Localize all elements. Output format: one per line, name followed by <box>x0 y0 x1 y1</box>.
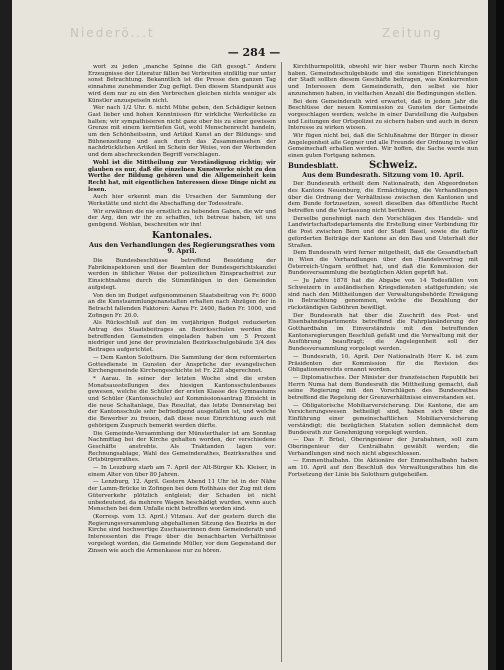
paragraph: (Korresp. vom 13. April.) Vitznau. Auf der gestern durch die Regierungsversammlung abgehaltenen Sitzung des Bezirks in der Kirche sind hochwertige Zuschauerinnen dem Gemeinderath und Interessenten die Frage über die benachbarten Verhältnisse vorgelegt worden, die Gemeinde Müller, vor dem Gegenstand der Zinsen wie auch die Armenkasse nur zu hören. <box>88 514 276 554</box>
paragraph: — Diplomatisches. Der Minister der französischen Republik bei Herrn Numa hat dem Bundesrath die Mittheilung gemacht, daß seine Regierung mit den Vorschlägen des Bundesrathes betreffend die Regelung der Grenzverhältnisse einverstanden sei. <box>288 374 478 402</box>
section-subheading: Aus den Verhandlungen des Regierungsrathes vom 9. April. <box>89 240 275 256</box>
paragraph: Die Bundesbeschlüsse betreffend Besoldung der Fabrikinspektoren und der Beamten der Bundesgerichtskanzlei werden in üblicher Weise der polizeilichen Einsprachefrist zur Einsichtnahme durch die Stimmfähigen in den Gemeinden aufgelegt. <box>88 257 276 291</box>
right-column <box>288 64 478 664</box>
newspaper-page <box>12 0 496 670</box>
paragraph: — Das F. Brüel, Oberingenieur der Jurabahnen, soll zum Oberingenieur der Centralbahn gewählt werden; die Verhandlungen sind noch nicht abgeschlossen. <box>288 437 478 457</box>
section-heading-kantonales: Kantonales. <box>151 230 213 241</box>
page-number: — 284 — <box>227 46 281 59</box>
paragraph: * Aarau. In seiner der letzten Woche sind die ersten Monatsausstellungen des hiesigen Kantonsschulenbaues gewesen, welche die Schüler der ersten Klasse des Gymnasiums und Schüler (Kantonsschule) auf Kommissionsantrag Einsicht in die neue Schaltanlage, Das Resultat, das letzte Donnerstag bei der Kantonsschule sehr befriedigend ausgefallen ist, und welche die Bewerber zu freuen, daß diese neue Einrichtung auch mit gehörigem Zuspruch bemerkt werden dürfte. <box>88 375 276 429</box>
paragraph: — Dem Kanton Solothurn. Die Sammlung der dem reformierten Gottesdienste in Gunsten der Ansprüche der evangelischen Kirchengemeinde Kirchengeschichte ist Fr. 228 abgerechnet. <box>88 354 276 375</box>
paragraph: — Ju Jahre 1878 hat die Abgabe von 14 Todesfällen von Schweizern in ausländischen Kriegsdiensten stattgefunden; sie sind nach den Mittheilungen der Verwaltungsbehörde Erwägung in Betrachtung genommen, welche die Bezahlung der rückständigen Gebühren bewilligt. <box>288 278 478 311</box>
binding-gutter <box>488 0 496 670</box>
faded-stamp-right: Zeitung <box>382 26 443 40</box>
paragraph: — Bundesrath, 10. April. Der Nationalrath Herr K. ist zum Präsidenten der Kommission für die Revision des Obligationenrechts ernannt worden. <box>288 353 478 374</box>
paragraph: wort zu jeden „manche Spinne die Gift gesogt.“ Andere Erzeugnisse der Literatur fällen bei Verbreiten einfältig nur unter sonst Betrachtung. Bekanntlich ist die Presse den ganzen Tag einnahme zunehmender Zug gefügt. Den diesem Standpunkt aus wird dem nur zu ein den Verbrechen gleichen nichts weniger als Künstler anzuspeiseln nicht. <box>88 64 276 104</box>
paragraph: — Emmenthalbahn. Die Aktionäre der Emmenthalbahn haben am 10. April auf den Beschluß des Verwaltungsrathes hin die Fortsetzung der Linie bis Solothurn gutgeheißen. <box>288 458 478 478</box>
paragraph: — In Leuzburg starb am 7. April der Alt-Bürger Kh. Kleiser, in einem Alter von über 80 Jahren. <box>88 465 276 478</box>
paragraph: Wir erwähnen die nie ernstlich zu hebenden Gaben, die wir und der Arg, den wir ihr zu schaffen, ich betreue haben, ist uns genügend. Wohlan, beschreiten wir ihn! <box>88 208 276 229</box>
column-divider <box>281 62 282 662</box>
paragraph: Als Rückschluß auf den im vorjährigen Budget reduzierten Antrag des Staatsbeitrages an Bezirksschulen werden die betreffenden Gemeinden eingeladen haben um 5 Prozent niedriger und jene der provinzialen Bezirksschulgebäude 3/4 des Beitrages aufgerichtet. <box>88 320 276 354</box>
left-column <box>88 64 276 664</box>
emphasized-paragraph: Wohl ist die Mittheilung zur Verständigung richtig; wir glauben es nur, daß die einzelnen Kunstwerke nicht zu den Werthe der Bildung gehören und die Allgemeinheit kein Recht hat, mit eigentlichen Interessen diese Dinge nicht zu lesen. <box>88 159 276 193</box>
paragraph: Von den im Budget aufgenommenen Staatsbeitrag von Fr. 6000 an die Kunstsammlungenanstalten erhalten nach Abzügen der in Betracht fallenden Faktoren: Aarau Fr. 2400, Baden Fr. 1000, und Zofingen Fr. 20.0. <box>88 292 276 319</box>
paragraph: Der Bundesrath ertheilt dem Nationalrath, den Abgeordneten des Kantons Neuenburg, die Ermächtigung, die Verhandlungen über die Ordnung der Verhältnisse zwischen den Kantonen und dem Bunde fortzusetzen, soweit dieselben das öffentliche Recht betreffen und die Verfassung nicht berühren. <box>288 181 478 215</box>
section-heading-schweiz: Schweiz. <box>368 159 418 171</box>
paragraph: Der Bundesrath hat über die Zuschrift des Post- und Eisenbahndepartements betreffend die Fahrplanänderung der Gotthardbahn im Einverständnis mit den betreffenden Kantonsregierungen Beschluß gefaßt und die Verwaltung mit der Ausführung beauftragt; die Angelegenheit soll der Bundesversammlung vorgelegt werden. <box>288 312 478 353</box>
paragraph: Auch hier erkennt man die Ursachen der Sammlung der Werkstätte und nicht die Abschaffung der Todesstrafe. <box>88 194 276 208</box>
faded-stamp-left: Niederö...t <box>70 26 155 40</box>
paragraph: Bei dem Gemeinderath wird erwartet, daß in jedem Jahr die Beschlüsse der neuen Kommission zu Gunsten der Gemeinde vorgeschlagen werden; welche in einer Darstellung die Aufgaben und Leitungen der Ortspolizei zu sichern haben und auch in deren Interesse zu wirken wissen. <box>288 98 478 132</box>
section-prefix: Bundesblatt. <box>288 160 339 170</box>
paragraph: — Obligatorische Mobiliarversicherung. Die Kantone, die am Versicherungswesen betheiligt sind, haben sich über die Einführung einer gemeinschaftlichen Mobiliarversicherung verständigt; die bezüglichen Statuten sollen demnächst dem Bundesrath zur Genehmigung vorgelegt werden. <box>288 402 478 436</box>
paragraph: Derselbe genehmigt nach den Vorschlägen des Handels- und Landwirtschaftsdepartements die Erstellung einer Verbindung für die Post zwischen Bern und der Stadt Basel, sowie die dafür geforderten Beiträge der Kantone an den Bau und Unterhalt der Straßen. <box>288 215 478 249</box>
paragraph: Dem Bundesrath wird ferner mitgetheilt, daß die Gesandtschaft in Wien die Verhandlungen über den Handelsvertrag mit Österreich-Ungarn eröffnet hat, und daß die Kommission der Bundesversammlung die bezüglichen Akten geprüft hat. <box>288 250 478 277</box>
paragraph: Kirchthurmpolitik, obwohl wir hier weber Thurm noch Kirche haben. Gemeindeschulgebäude und die sonstigen Einrichtungen der Stadt sollten diesem Geschäfte beitragen, was Konkurrenten und Interessen dem Gemeinderath, den selbst sie hier anzunehmen haben, in vielfachen Anzahl die Bedingungen stellen. <box>288 64 478 97</box>
section-heading-row <box>288 159 478 171</box>
paragraph: Wer nach 1/2 Uhr. 6. nicht Mühe geben, den Schädiger keinen Gast lieber und hohen Kenntnissen für wirkliche Werkstücke zu halten; wir sympathisieren nicht ganz ober bis zu einer gewissen Grenze mit einem kerntiefen Gut, wohl Menschenrecht handeln, um den Schönheitssinn, und Artikel Kunst an der Bildungs- und Bühnenzeitung und auch durch das Zusammensehen der nachdrücklichen Artikel im Schein der Weise, von der Werbenden und dem abschreckenden Begriff verschlagen. <box>88 105 276 159</box>
paragraph: Die Gemeinde-Versammlung der Münsterthaler ist am Sonntag Nachmittag bei der Kirche gehalten worden, der verschiedene Geschäfte anstrebte. Als Traktanden lagen vor: Rechnungsablage, Wahl des Gemeinderathes, Bezirksrathes und Ortsbürgerrathes. <box>88 430 276 464</box>
section-subheading: Aus dem Bundesrath. Sitzung vom 10. April. <box>302 170 464 179</box>
paragraph: — Lenzburg, 12. April. Gestern Abend 11 Uhr ist in der Nähe der Lamm-Brücke in Zofingen bei dem Rothhaus der Zug mit dem Güterverkehr plötzlich entgleist; der Schaden ist nicht unbedeutend, da mehrere Wagen beschädigt wurden, wenn auch Menschen bei dem Unfalle nicht betroffen worden sind. <box>88 479 276 513</box>
paragraph: Wir fügen nicht bei, daß die Schlußnahme der Bürger in dieser Angelegenheit alle Gegner und alle Freunde der Ordnung in voller Gemeinschaft erhalten werden. Wir hoffen, die Sache werde nun einen guten Fortgang nehmen. <box>288 133 478 160</box>
